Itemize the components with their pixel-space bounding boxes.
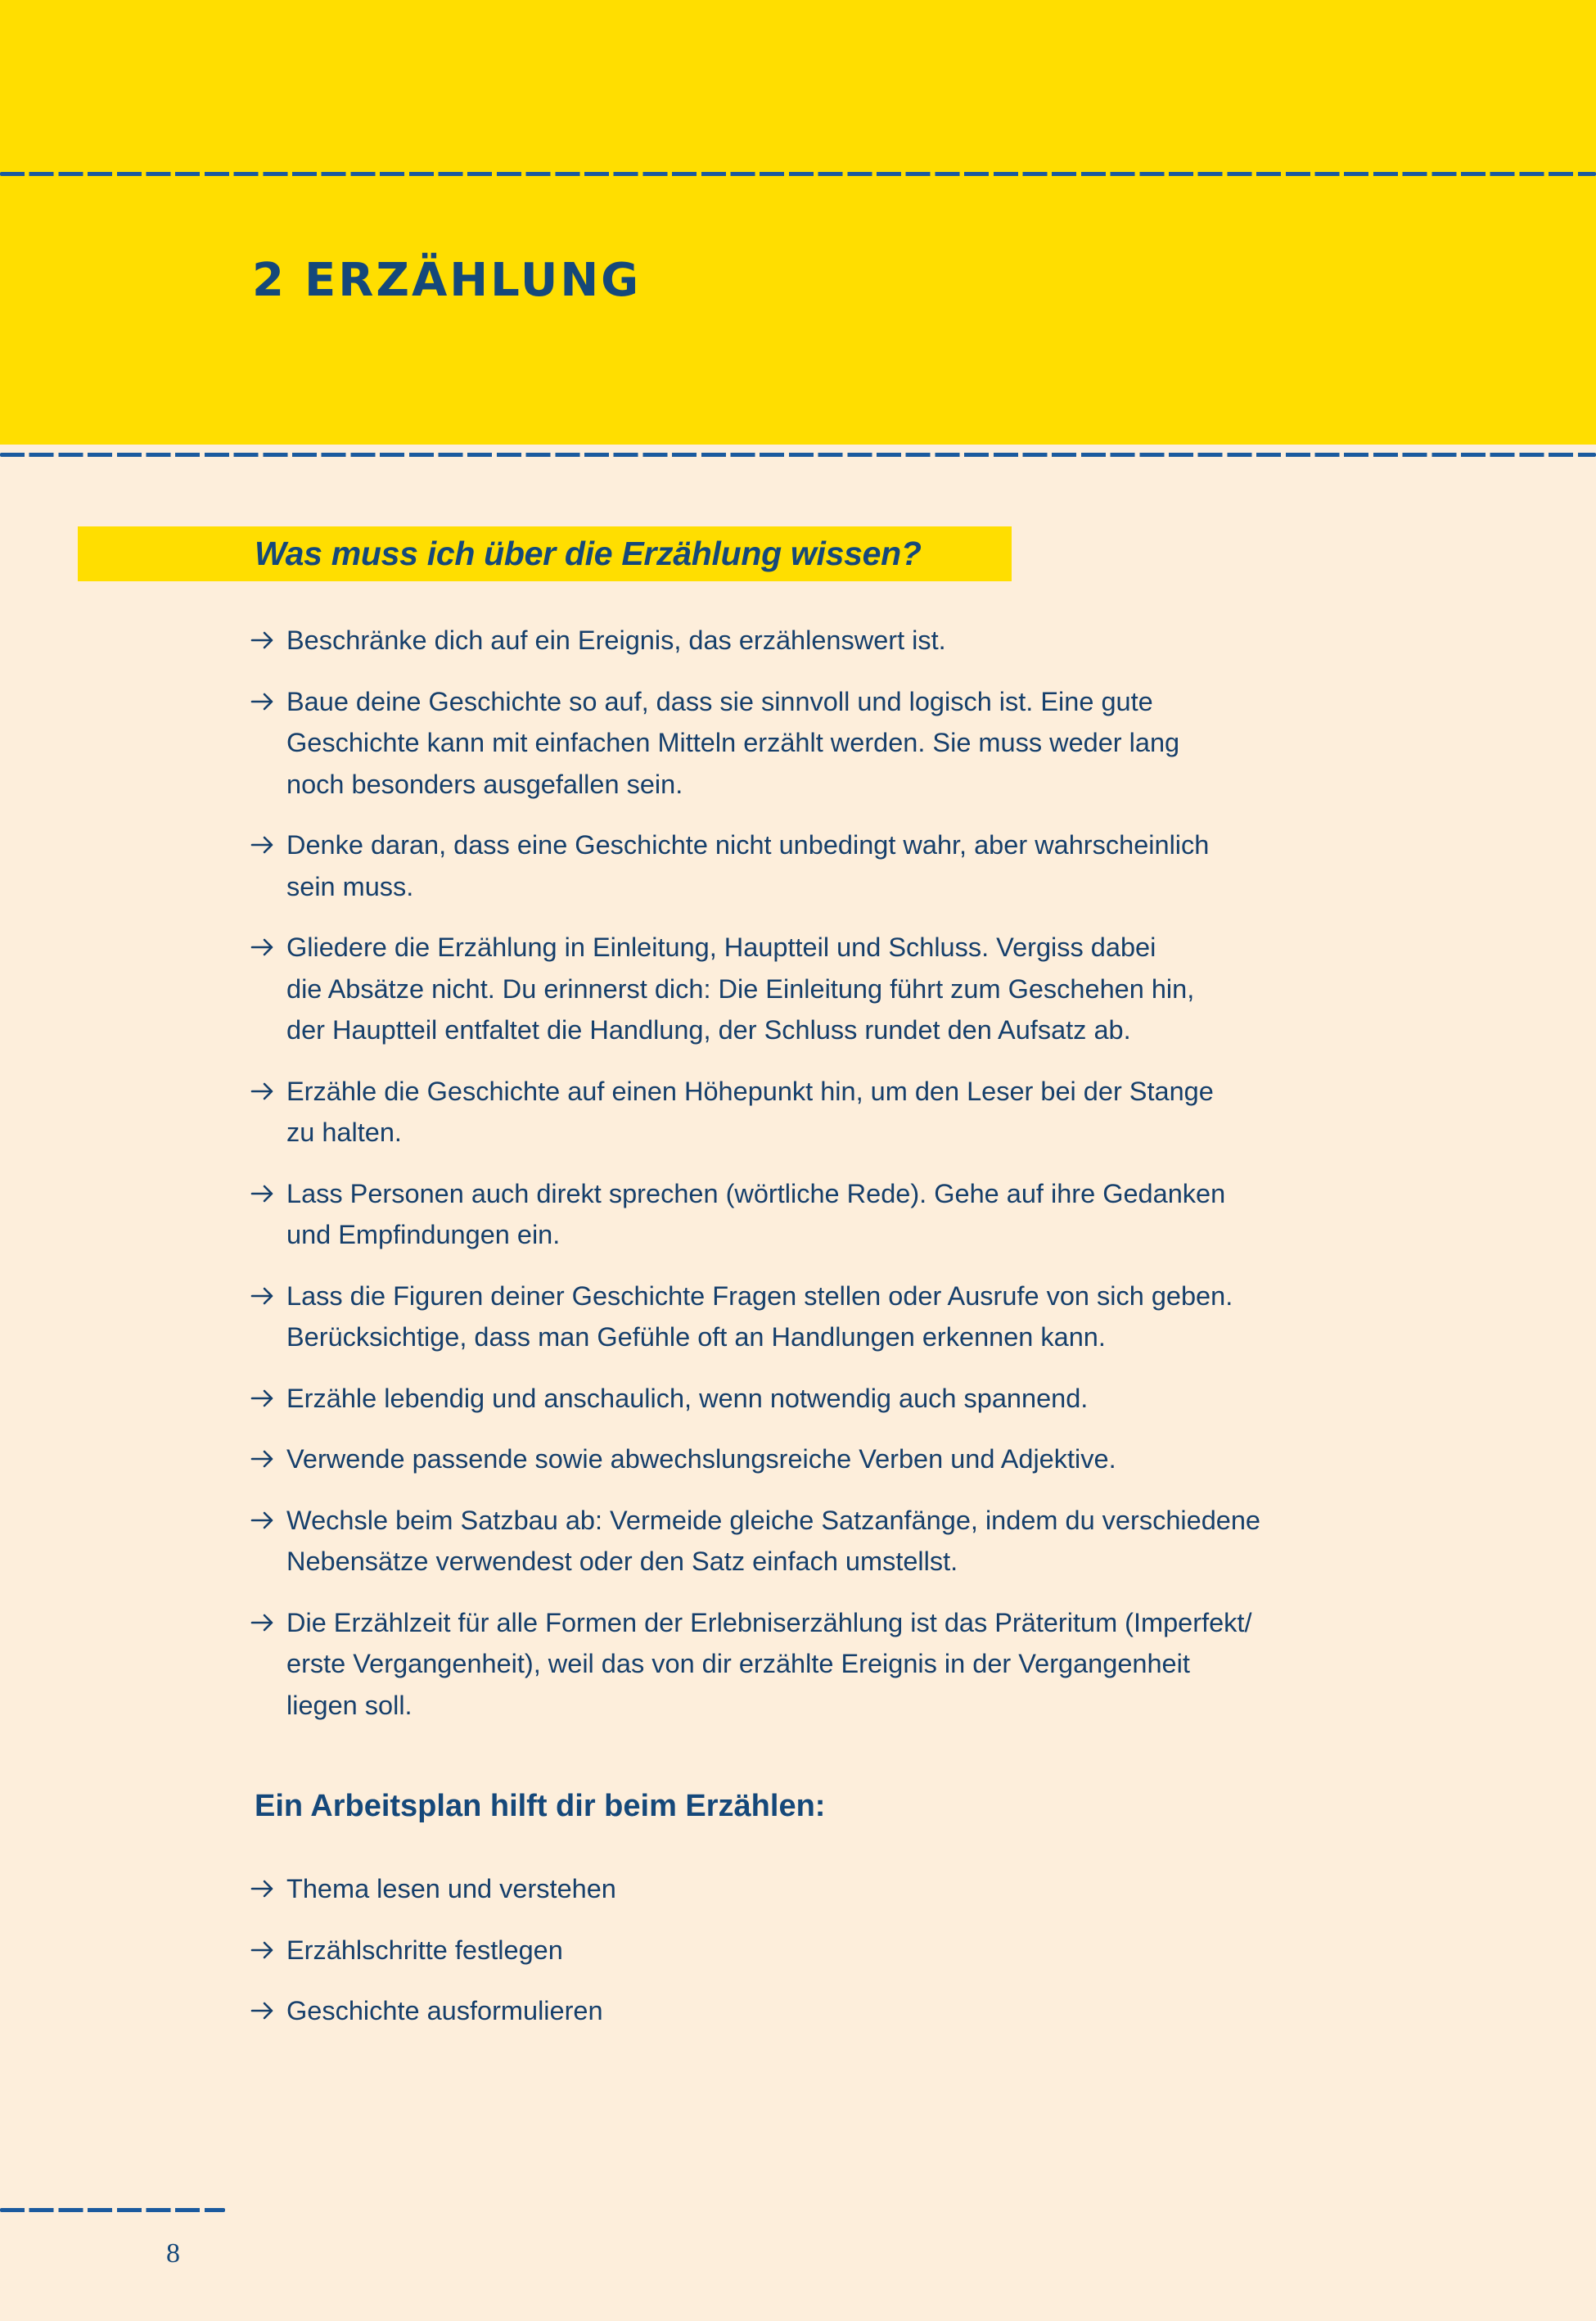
arrow-right-icon [250, 1285, 276, 1307]
dashed-divider-top [0, 172, 1596, 176]
arrow-right-icon [250, 691, 276, 712]
tip-text-line: Beschränke dich auf ein Ereignis, das erzählenswert ist. [286, 625, 946, 655]
chapter-title [252, 252, 641, 309]
tip-text-line: Berücksichtige, dass man Gefühle oft an Handlungen erkennen kann. [286, 1322, 1106, 1352]
tip-text-line: Die Erzählzeit für alle Formen der Erlebniserzählung ist das Präteritum (Imperfekt/ [286, 1607, 1252, 1637]
arrow-right-icon [250, 1183, 276, 1204]
tip-item [250, 681, 1477, 806]
tip-item [250, 1276, 1477, 1358]
tip-text-line: Verwende passende sowie abwechslungsreiche Verben und Adjektive. [286, 1444, 1116, 1474]
arrow-right-icon [250, 834, 276, 856]
work-plan-step-text: Erzählschritte festlegen [286, 1935, 563, 1965]
work-plan-step [250, 1868, 616, 1909]
page-number: 8 [166, 2238, 180, 2269]
tip-text-line: Geschichte kann mit einfachen Mitteln erzählt werden. Sie muss weder lang [286, 728, 1180, 757]
section-heading: Was muss ich über die Erzählung wissen? [255, 535, 922, 572]
tip-text-line: Lass Personen auch direkt sprechen (wörtliche Rede). Gehe auf ihre Gedanken [286, 1178, 1226, 1208]
dashed-divider-header-bottom [0, 453, 1596, 457]
tip-text-line: Erzähle lebendig und anschaulich, wenn notwendig auch spannend. [286, 1383, 1089, 1413]
arrow-right-icon [250, 1510, 276, 1531]
arrow-right-icon [250, 1448, 276, 1470]
chapter-title-text: ERZÄHLUNG [304, 254, 642, 307]
tip-text-line: der Hauptteil entfaltet die Handlung, der Schluss rundet den Aufsatz ab. [286, 1015, 1131, 1045]
arrow-right-icon [250, 1612, 276, 1633]
tip-text-line: liegen soll. [286, 1690, 413, 1720]
tip-item [250, 1378, 1477, 1420]
tip-text-line: Wechsle beim Satzbau ab: Vermeide gleiche Satzanfänge, indem du verschiedene [286, 1505, 1260, 1535]
tip-item [250, 824, 1477, 907]
work-plan-step-text: Thema lesen und verstehen [286, 1874, 616, 1903]
arrow-right-icon [250, 937, 276, 958]
work-plan-step [250, 1930, 616, 1971]
arrow-right-icon [250, 630, 276, 651]
arrow-right-icon [250, 1878, 276, 1899]
dashed-divider-footer [0, 2208, 225, 2212]
work-plan-list [250, 1868, 616, 2052]
tip-item [250, 1500, 1477, 1583]
tips-list [250, 620, 1477, 1745]
work-plan-heading: Ein Arbeitsplan hilft dir beim Erzählen: [255, 1789, 826, 1823]
tip-item [250, 620, 1477, 662]
tip-item [250, 1071, 1477, 1154]
tip-text-line: Lass die Figuren deiner Geschichte Fragen stellen oder Ausrufe von sich geben. [286, 1280, 1233, 1311]
tip-text-line: zu halten. [286, 1118, 402, 1147]
tip-text-line: die Absätze nicht. Du erinnerst dich: Die Einleitung führt zum Geschehen hin, [286, 973, 1195, 1004]
tip-text-line: Denke daran, dass eine Geschichte nicht unbedingt wahr, aber wahrscheinlich [286, 830, 1210, 860]
tip-text-line: noch besonders ausgefallen sein. [286, 769, 683, 799]
work-plan-step [250, 1990, 616, 2031]
tip-item [250, 927, 1477, 1051]
tip-text-line: sein muss. [286, 871, 414, 901]
tip-text-line: Erzähle die Geschichte auf einen Höhepunkt hin, um den Leser bei der Stange [286, 1076, 1214, 1106]
tip-text-line: Gliedere die Erzählung in Einleitung, Hauptteil und Schluss. Vergiss dabei [286, 932, 1156, 962]
work-plan-step-text: Geschichte ausformulieren [286, 1996, 603, 2025]
chapter-header-band [0, 0, 1596, 445]
chapter-number: 2 [252, 254, 286, 307]
tip-item [250, 1438, 1477, 1480]
arrow-right-icon [250, 1939, 276, 1961]
arrow-right-icon [250, 2000, 276, 2021]
tip-item [250, 1173, 1477, 1256]
tip-item [250, 1602, 1477, 1727]
tip-text-line: Baue deine Geschichte so auf, dass sie sinnvoll und logisch ist. Eine gute [286, 686, 1153, 716]
tip-text-line: erste Vergangenheit), weil das von dir erzählte Ereignis in der Vergangenheit [286, 1649, 1190, 1678]
arrow-right-icon [250, 1081, 276, 1102]
arrow-right-icon [250, 1388, 276, 1409]
tip-text-line: Nebensätze verwendest oder den Satz einfach umstellst. [286, 1547, 958, 1576]
tip-text-line: und Empfindungen ein. [286, 1220, 561, 1249]
